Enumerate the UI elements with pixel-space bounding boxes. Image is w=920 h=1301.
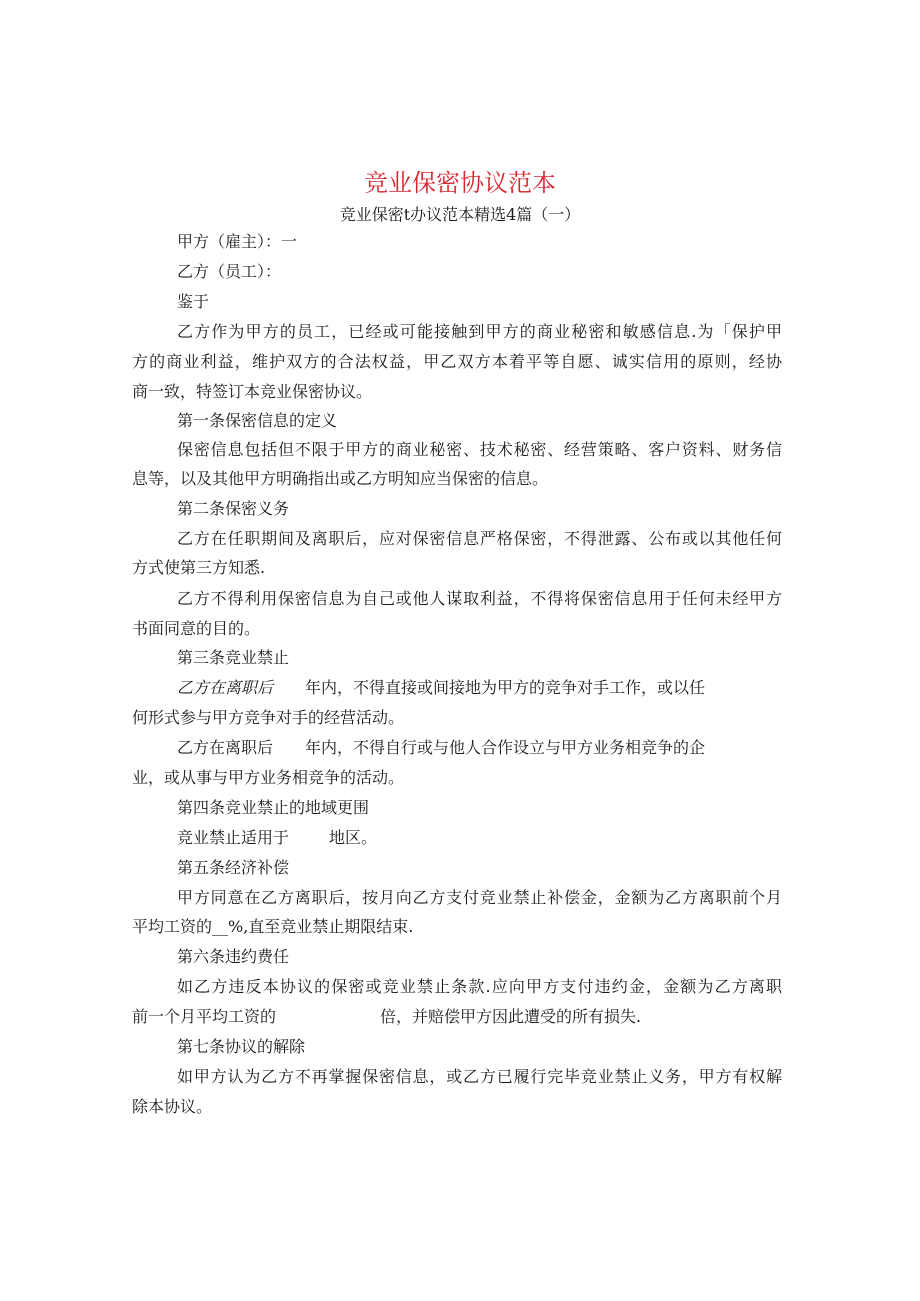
article-2-para1-line-2: 方式使第三方知悉. (132, 558, 266, 577)
article-4-heading: 第四条竞业禁止的地域更围 (177, 798, 370, 817)
article-3-para1-rest: 年内，不得直接或间接地为甲方的竞争对手工作，或以任 (305, 678, 706, 697)
article-3-para2-line-1 (177, 735, 705, 761)
article-1-line-2: 息等，以及其他甲方明确指出或乙方明知应当保密的信息。 (132, 469, 549, 488)
article-7-heading: 第七条协议的解除 (177, 1037, 306, 1056)
article-3-para2-phrase: 乙方在离职后 (177, 738, 274, 757)
party-a-line: 甲方（雇主）：一 (177, 232, 298, 251)
article-1-line-1: 保密信息包括但不限于甲方的商业秘密、技术秘密、经营策略、客户资料、财务信 (177, 440, 782, 459)
article-6-line-2 (132, 1004, 782, 1030)
article-7-line-2: 除本协议。 (132, 1097, 213, 1116)
article-7-line-1: 如甲方认为乙方不再掌握保密信息，或乙方已履行完毕竞业禁止义务，甲方有权解 (177, 1067, 782, 1086)
article-5-line-1: 甲方同意在乙方离职后，按月向乙方支付竞业禁止补偿金，金额为乙方离职前个月 (177, 888, 782, 907)
article-2-para2-line-2: 书面同意的目的。 (132, 619, 261, 638)
article-4-phrase: 竞业禁止适用于 (177, 828, 290, 847)
document-subtitle: 竞业保密t办议范本精选4篇（一） (339, 205, 581, 224)
article-3-para1-line-1 (177, 675, 705, 701)
article-4-line (177, 825, 377, 851)
article-4-rest: 地区。 (329, 828, 378, 847)
article-2-para1-line-1: 乙方在任职期间及离职后，应对保密信息严格保密，不得泄露、公布或以其他任何 (177, 529, 782, 548)
preamble-line-1: 乙方作为甲方的员工，已经或可能接触到甲方的商业秘密和敏感信息.为「保护甲 (177, 322, 782, 341)
preamble-line-3: 商一致，特签订本竞业保密协议。 (132, 382, 373, 401)
article-3-para1-italic-phrase: 乙方在离职后 (177, 678, 274, 697)
article-6-line-1: 如乙方违反本协议的保密或竞业禁止条款.应向甲方支付违约金，金额为乙方离职 (177, 977, 782, 996)
article-6-phrase: 前一个月平均工资的 (132, 1007, 277, 1026)
article-3-heading: 第三条竞业禁止 (177, 648, 290, 667)
document-title: 竞业保密协议范本 (364, 169, 556, 197)
preamble-line-2: 方的商业利益，维护双方的合法权益，甲乙双方本着平等自愿、诚实信用的原则，经协 (132, 352, 782, 371)
article-6-rest: 倍，并赔偿甲方因此遭受的所有损失. (380, 1007, 642, 1026)
article-5-heading: 第五条经济补偿 (177, 858, 290, 877)
article-2-para2-line-1: 乙方不得利用保密信息为自己或他人谋取利益，不得将保密信息用于任何未经甲方 (177, 589, 782, 608)
party-b-line: 乙方（员工）： (177, 262, 282, 281)
article-5-line-2: 平均工资的__%,直至竞业禁止期限结束. (132, 917, 414, 936)
article-3-para2-line-2: 业，或从事与甲方业务相竞争的活动。 (132, 768, 405, 787)
article-2-heading: 第二条保密义务 (177, 499, 290, 518)
article-3-para1-line-2: 何形式参与甲方竞争对手的经营活动。 (132, 708, 405, 727)
whereas-line: 鉴于 (177, 292, 210, 311)
article-6-heading: 第六条违约费任 (177, 947, 290, 966)
article-3-para2-rest: 年内，不得自行或与他人合作设立与甲方业务相竞争的企 (305, 738, 706, 757)
article-1-heading: 第一条保密信息的定义 (177, 411, 338, 430)
